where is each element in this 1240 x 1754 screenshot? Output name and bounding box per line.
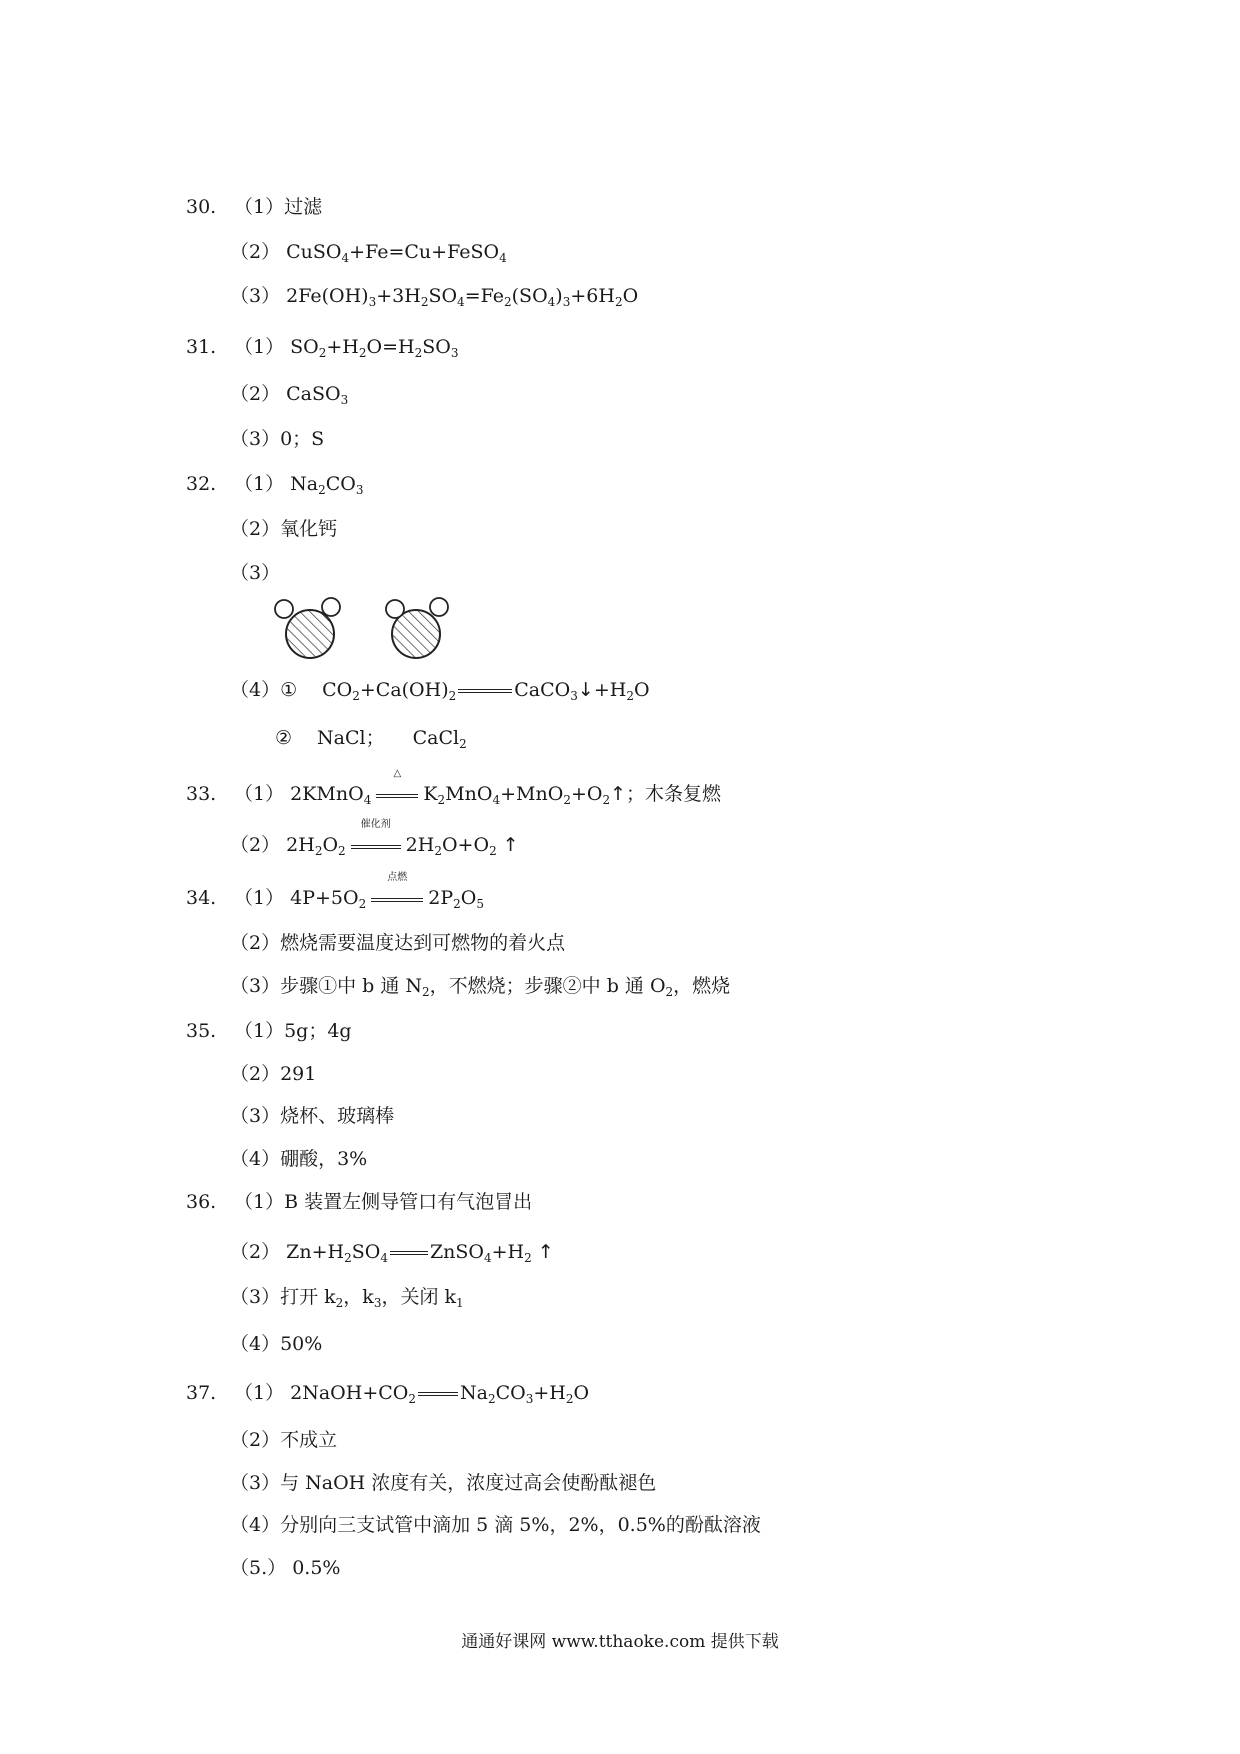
q33-p2 <box>230 819 519 858</box>
answer-text: 氧化钙 <box>280 518 338 540</box>
q37-p3 <box>230 1471 656 1495</box>
answer-text: 0；S <box>280 428 325 450</box>
q31-p1 <box>186 335 458 359</box>
q35-p3 <box>230 1104 394 1128</box>
part-label: （3） <box>230 285 281 307</box>
part-label: （1） <box>234 1020 285 1042</box>
answer-text: 5g；4g <box>284 1020 352 1042</box>
part-label: （3） <box>230 975 281 997</box>
q30-p2 <box>230 240 507 264</box>
equation: $SO_2+H_2O=H_2SO_3$ <box>290 336 459 360</box>
question-number: 32. <box>186 473 217 495</box>
circled-1: ① <box>280 679 298 701</box>
part-label: （2） <box>230 1241 281 1263</box>
equation: $Zn+H_2SO_4$ $ZnSO_4+H_2$ ↑ <box>286 1241 554 1265</box>
answer-text: B 装置左侧导管口有气泡冒出 <box>284 1191 533 1213</box>
question-number: 35. <box>186 1020 217 1042</box>
answer-text: 与 NaOH 浓度有关，浓度过高会使酚酞褪色 <box>280 1472 657 1494</box>
part-label: （3） <box>230 1105 281 1127</box>
q37-p1 <box>186 1381 589 1405</box>
part-label: （4） <box>230 679 281 701</box>
q35-p2 <box>230 1062 316 1086</box>
part-label: （3） <box>230 428 281 450</box>
q37-p4 <box>230 1513 761 1537</box>
q30-p1 <box>186 195 322 219</box>
part-label: （2） <box>230 383 281 405</box>
part-label: （1） <box>234 887 285 909</box>
q36-p3 <box>230 1285 464 1309</box>
reaction-condition: 催化剂 <box>360 819 391 830</box>
part-label: （1） <box>234 1191 285 1213</box>
question-number: 36. <box>186 1191 217 1213</box>
q34-p2 <box>230 931 565 955</box>
equation: CuSO$_4$+Fe=Cu+FeSO$_4$ <box>286 241 507 265</box>
part-label: （4） <box>230 1333 281 1355</box>
answer-text: 50% <box>280 1333 323 1355</box>
question-number: 30. <box>186 196 217 218</box>
part-label: （2） <box>230 1063 281 1085</box>
question-number: 37. <box>186 1382 217 1404</box>
q31-p2 <box>230 382 348 406</box>
answer-text: 不成立 <box>280 1429 338 1451</box>
q36-p1 <box>186 1190 532 1214</box>
q35-p1 <box>186 1019 352 1043</box>
answer-text: ；木条复燃 <box>626 783 722 805</box>
water-molecule-1 <box>275 598 340 658</box>
answer-text: 硼酸，3% <box>280 1148 368 1170</box>
part-label: （3） <box>230 1286 281 1308</box>
part-label: （3） <box>230 562 281 584</box>
equation: 2KMnO$_4$ △ $K_2MnO_4+MnO_2+O_2↑$ <box>290 768 627 807</box>
question-number: 31. <box>186 336 217 358</box>
q36-p2 <box>230 1240 554 1264</box>
question-number: 33. <box>186 783 217 805</box>
part-label: （1） <box>234 336 285 358</box>
answer-nacl: NaCl； <box>317 727 385 749</box>
part-label: （1） <box>234 473 285 495</box>
equation: CaSO$_3$ <box>286 383 349 407</box>
part-label: （1） <box>234 196 285 218</box>
part-label: （4） <box>230 1148 281 1170</box>
q34-p1 <box>186 872 484 911</box>
reaction-condition: △ <box>393 768 402 779</box>
answer-text: 烧杯、玻璃棒 <box>280 1105 395 1127</box>
footer-credit: 通通好课网 www.tthaoke.com 提供下载 <box>461 1632 779 1652</box>
answer-text: 步骤①中 b 通 $N_2$，不燃烧；步骤②中 b 通 $O_2$，燃烧 <box>280 975 731 999</box>
part-label: （3） <box>230 1472 281 1494</box>
answer-cacl2: CaCl$_2$ <box>412 727 467 751</box>
circled-2: ② <box>275 727 293 749</box>
question-number: 34. <box>186 887 217 909</box>
equation: $4P+5O_2$ 点燃 $2P_2O_5$ <box>290 872 484 911</box>
part-label: （2） <box>230 518 281 540</box>
part-label: （5.） <box>230 1557 287 1579</box>
equation: $Na_2CO_3$ <box>290 473 364 497</box>
answer-text: 分别向三支试管中滴加 5 滴 5%，2%，0.5%的酚酞溶液 <box>280 1514 761 1536</box>
q31-p3 <box>230 427 324 451</box>
q35-p4 <box>230 1147 367 1171</box>
q34-p3 <box>230 974 730 998</box>
q30-p3 <box>230 284 638 308</box>
q37-p5 <box>230 1556 340 1580</box>
water-molecule-diagram <box>262 594 472 674</box>
part-label: （2） <box>230 1429 281 1451</box>
answer-text: 291 <box>280 1063 317 1085</box>
water-molecule-2 <box>386 598 448 658</box>
q32-p2 <box>230 517 337 541</box>
part-label: （1） <box>234 1382 285 1404</box>
part-label: （2） <box>230 932 281 954</box>
q36-p4 <box>230 1332 322 1356</box>
q33-p1 <box>186 768 722 807</box>
q37-p2 <box>230 1428 337 1452</box>
answer-text: 0.5% <box>292 1557 341 1579</box>
q32-p3 <box>230 561 280 585</box>
q32-p4-1 <box>230 678 650 702</box>
equation: $2H_2O_2$ 催化剂 $2H_2O+O_2$ ↑ <box>286 819 519 858</box>
answer-text: 打开 $k_2$，$k_3$，关闭 $k_1$ <box>280 1286 464 1310</box>
equation: $2Fe(OH)_3+3H_2SO_4=Fe_2(SO_4)_3+6H_2O$ <box>286 285 639 309</box>
answer-text: 燃烧需要温度达到可燃物的着火点 <box>280 932 566 954</box>
q32-p1 <box>186 472 364 496</box>
part-label: （2） <box>230 241 281 263</box>
part-label: （4） <box>230 1514 281 1536</box>
equation: $2NaOH+CO_2$ $Na_2CO_3+H_2O$ <box>290 1382 590 1406</box>
part-label: （2） <box>230 834 281 856</box>
answer-text: 过滤 <box>284 196 323 218</box>
reaction-condition: 点燃 <box>387 872 408 883</box>
q32-p4-2 <box>275 726 467 750</box>
equation: $CO_2+Ca(OH)_2$ $CaCO_3↓+H_2O$ <box>322 679 650 703</box>
part-label: （1） <box>234 783 285 805</box>
